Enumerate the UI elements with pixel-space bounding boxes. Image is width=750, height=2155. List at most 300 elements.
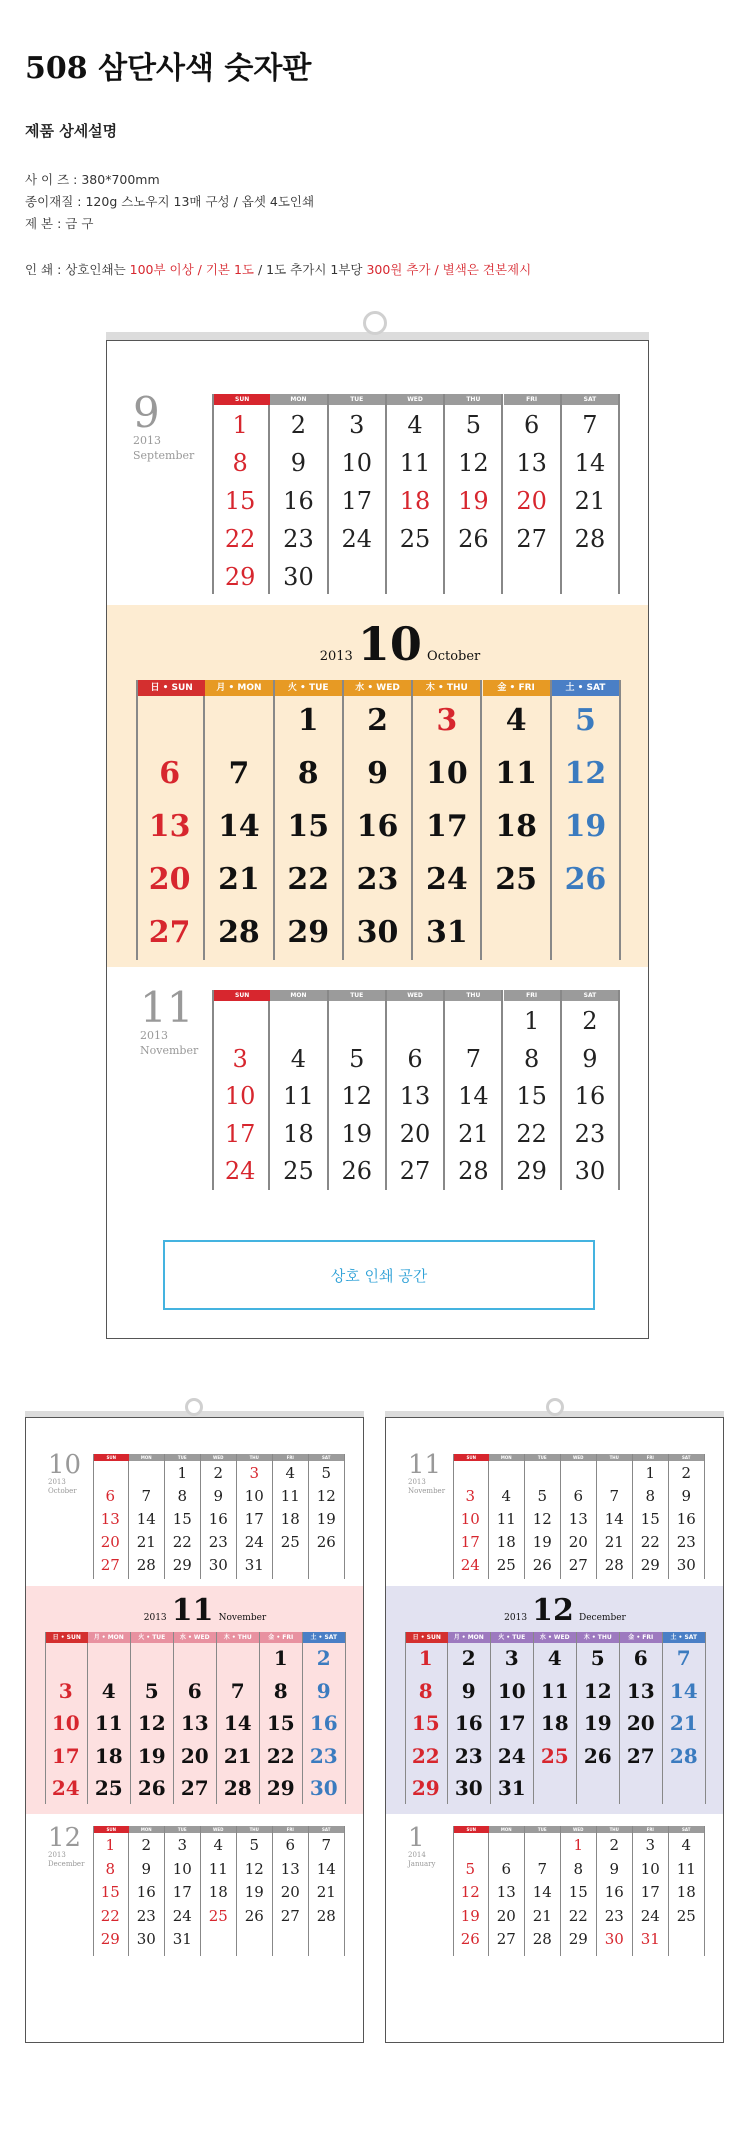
day-25: 25 — [208, 1906, 228, 1925]
weekday-header-tue: TUE — [329, 394, 385, 405]
day-25: 25 — [280, 1533, 300, 1551]
weekday-header-tue: 火 • TUE — [131, 1632, 173, 1643]
day-17: 17 — [640, 1883, 660, 1901]
day-28: 28 — [136, 1556, 156, 1574]
day-31: 31 — [497, 1776, 526, 1800]
day-19: 19 — [137, 1743, 166, 1768]
day-14: 14 — [604, 1510, 624, 1528]
day-29: 29 — [516, 1157, 547, 1185]
day-26: 26 — [564, 862, 607, 897]
weekday-header-mon: MON — [489, 1826, 524, 1833]
day-2: 2 — [681, 1464, 692, 1482]
day-9: 9 — [367, 756, 388, 791]
day-20: 20 — [496, 1906, 516, 1925]
day-27: 27 — [148, 915, 191, 950]
weekday-header-mon: MON — [270, 990, 326, 1001]
day-19: 19 — [564, 809, 607, 844]
day-19: 19 — [244, 1883, 264, 1901]
weekday-header-tue: TUE — [165, 1826, 200, 1833]
day-4: 4 — [213, 1836, 224, 1854]
day-13: 13 — [399, 1082, 431, 1110]
day-20: 20 — [516, 487, 547, 515]
day-7: 7 — [141, 1487, 152, 1505]
day-21: 21 — [532, 1906, 552, 1925]
day-10: 10 — [341, 449, 373, 477]
day-20: 20 — [280, 1883, 300, 1901]
day-30: 30 — [309, 1776, 338, 1800]
day-11: 11 — [676, 1859, 696, 1878]
day-17: 17 — [497, 1711, 526, 1735]
day-15: 15 — [640, 1510, 660, 1528]
day-29: 29 — [568, 1930, 588, 1948]
day-24: 24 — [640, 1906, 660, 1925]
weekday-header-thu: THU — [597, 1454, 632, 1461]
side-label-sep: 9 2013 September — [133, 388, 195, 462]
day-22: 22 — [224, 525, 256, 553]
day-23: 23 — [136, 1906, 156, 1925]
day-5: 5 — [249, 1836, 260, 1854]
day-8: 8 — [177, 1487, 188, 1505]
day-23: 23 — [676, 1533, 696, 1551]
day-22: 22 — [411, 1743, 440, 1768]
day-16: 16 — [309, 1711, 338, 1735]
weekday-header-fri: FRI — [273, 1454, 308, 1461]
weekday-header-mon: 月 • MON — [448, 1632, 490, 1643]
day-11: 11 — [496, 1510, 516, 1528]
day-17: 17 — [460, 1533, 480, 1551]
day-3: 3 — [504, 1646, 519, 1670]
day-9: 9 — [681, 1487, 692, 1505]
day-18: 18 — [399, 487, 431, 515]
day-23: 23 — [454, 1743, 483, 1768]
day-31: 31 — [172, 1930, 192, 1948]
day-29: 29 — [266, 1776, 295, 1800]
day-9: 9 — [290, 449, 307, 477]
day-25: 25 — [540, 1743, 569, 1768]
day-28: 28 — [604, 1556, 624, 1574]
day-8: 8 — [297, 756, 319, 791]
day-7: 7 — [582, 411, 598, 439]
weekday-header-wed: WED — [387, 394, 443, 405]
weekday-header-fri: FRI — [504, 394, 560, 405]
day-3: 3 — [436, 703, 458, 738]
day-24: 24 — [51, 1776, 80, 1800]
weekday-header-sat: SAT — [562, 990, 618, 1001]
day-14: 14 — [136, 1510, 156, 1528]
weekday-header-sat: SAT — [669, 1454, 704, 1461]
section-subtitle: 제품 상세설명 — [25, 122, 118, 140]
weekday-header-sun: 日 • SUN — [138, 680, 205, 696]
weekday-header-wed: WED — [561, 1826, 596, 1833]
day-29: 29 — [172, 1556, 192, 1574]
day-17: 17 — [341, 487, 373, 515]
day-6: 6 — [187, 1678, 202, 1703]
day-2: 2 — [582, 1007, 598, 1035]
hanger-ring — [363, 311, 387, 335]
side-label-nov-2: 11 2013 November — [408, 1450, 446, 1496]
day-12: 12 — [564, 756, 607, 791]
day-19: 19 — [532, 1533, 552, 1551]
weekday-header-wed: 水 • WED — [344, 680, 411, 696]
day-1: 1 — [524, 1007, 540, 1035]
day-29: 29 — [411, 1776, 440, 1800]
day-16: 16 — [283, 487, 314, 515]
day-29: 29 — [640, 1556, 660, 1574]
day-13: 13 — [280, 1859, 300, 1878]
weekday-header-wed: WED — [201, 1826, 236, 1833]
day-6: 6 — [573, 1487, 584, 1505]
day-22: 22 — [287, 862, 330, 897]
day-8: 8 — [232, 449, 248, 477]
day-14: 14 — [532, 1883, 552, 1901]
spec-size: 사 이 즈 : 380*700mm — [25, 172, 160, 187]
weekday-header-tue: 火 • TUE — [491, 1632, 533, 1643]
day-7: 7 — [537, 1859, 548, 1878]
weekday-header-sun: 日 • SUN — [406, 1632, 448, 1643]
weekday-header-sat: SAT — [309, 1454, 344, 1461]
weekday-header-sun: 日 • SUN — [46, 1632, 88, 1643]
side-label-oct: 10 2013 October — [48, 1450, 82, 1496]
day-25: 25 — [676, 1906, 696, 1925]
day-9: 9 — [213, 1487, 224, 1505]
day-4: 4 — [547, 1646, 562, 1670]
day-26: 26 — [583, 1743, 612, 1768]
main-month-title-nov: 2013 11 November — [143, 1593, 267, 1628]
day-30: 30 — [604, 1930, 624, 1948]
day-21: 21 — [669, 1711, 698, 1735]
day-12: 12 — [460, 1883, 480, 1901]
day-18: 18 — [495, 809, 538, 844]
weekday-header-thu: THU — [597, 1826, 632, 1833]
day-24: 24 — [224, 1157, 256, 1185]
day-20: 20 — [100, 1533, 120, 1551]
day-30: 30 — [676, 1556, 696, 1574]
day-7: 7 — [465, 1044, 481, 1073]
day-16: 16 — [136, 1883, 156, 1901]
day-17: 17 — [224, 1119, 256, 1148]
day-16: 16 — [454, 1711, 483, 1735]
weekday-header-wed: WED — [561, 1454, 596, 1461]
day-11: 11 — [280, 1487, 300, 1505]
weekday-header-fri: FRI — [504, 990, 560, 1001]
day-2: 2 — [213, 1464, 224, 1482]
day-1: 1 — [232, 411, 248, 439]
day-6: 6 — [159, 756, 181, 791]
day-5: 5 — [590, 1646, 605, 1670]
day-13: 13 — [516, 449, 547, 477]
day-2: 2 — [316, 1646, 331, 1670]
day-6: 6 — [501, 1859, 512, 1878]
day-26: 26 — [458, 525, 489, 553]
day-13: 13 — [148, 809, 191, 844]
day-9: 9 — [316, 1678, 331, 1703]
day-28: 28 — [218, 915, 260, 950]
day-12: 12 — [583, 1678, 612, 1703]
day-19: 19 — [583, 1711, 612, 1735]
day-15: 15 — [100, 1883, 120, 1901]
weekday-header-wed: 水 • WED — [174, 1632, 216, 1643]
day-30: 30 — [574, 1157, 606, 1185]
day-27: 27 — [100, 1556, 120, 1574]
day-24: 24 — [460, 1556, 480, 1574]
weekday-header-sun: SUN — [454, 1826, 489, 1833]
day-10: 10 — [172, 1859, 192, 1878]
day-4: 4 — [101, 1678, 116, 1703]
day-7: 7 — [676, 1646, 691, 1670]
day-28: 28 — [223, 1776, 252, 1800]
weekday-header-mon: MON — [489, 1454, 524, 1461]
day-20: 20 — [180, 1743, 209, 1768]
day-2: 2 — [290, 411, 307, 439]
day-31: 31 — [425, 915, 468, 950]
day-5: 5 — [349, 1044, 365, 1073]
weekday-header-tue: TUE — [329, 990, 385, 1001]
day-23: 23 — [208, 1533, 228, 1551]
day-9: 9 — [141, 1859, 152, 1878]
day-30: 30 — [356, 915, 399, 950]
day-27: 27 — [568, 1556, 588, 1574]
day-4: 4 — [285, 1464, 296, 1482]
day-6: 6 — [105, 1487, 116, 1505]
spec-paper: 종이재질 : 120g 스노우지 13매 구성 / 옵셋 4도인쇄 — [25, 194, 315, 209]
weekday-header-fri: 金 • FRI — [620, 1632, 662, 1643]
day-26: 26 — [532, 1556, 552, 1574]
day-21: 21 — [136, 1533, 156, 1551]
day-4: 4 — [501, 1487, 512, 1505]
day-22: 22 — [516, 1119, 547, 1148]
day-6: 6 — [633, 1646, 648, 1670]
day-26: 26 — [137, 1776, 166, 1800]
day-30: 30 — [454, 1776, 483, 1800]
day-3: 3 — [465, 1487, 476, 1505]
weekday-header-thu: THU — [237, 1826, 272, 1833]
day-9: 9 — [582, 1044, 598, 1073]
day-26: 26 — [341, 1157, 373, 1185]
weekday-header-thu: THU — [445, 990, 501, 1001]
weekday-header-tue: TUE — [525, 1454, 560, 1461]
day-16: 16 — [574, 1082, 606, 1110]
day-1: 1 — [297, 703, 319, 738]
weekday-header-mon: 月 • MON — [205, 680, 272, 696]
print-space-box: 상호 인쇄 공간 — [163, 1240, 595, 1310]
weekday-header-mon: MON — [270, 394, 326, 405]
day-10: 10 — [51, 1711, 80, 1735]
day-5: 5 — [321, 1464, 332, 1482]
day-21: 21 — [604, 1533, 624, 1551]
day-13: 13 — [568, 1510, 588, 1528]
day-10: 10 — [640, 1859, 660, 1878]
weekday-header-sun: SUN — [94, 1826, 129, 1833]
weekday-header-sat: 土 • SAT — [663, 1632, 705, 1643]
day-9: 9 — [461, 1678, 476, 1703]
day-8: 8 — [645, 1487, 656, 1505]
day-4: 4 — [290, 1044, 307, 1073]
day-22: 22 — [568, 1906, 588, 1925]
day-24: 24 — [244, 1533, 264, 1551]
day-13: 13 — [100, 1510, 120, 1528]
weekday-header-tue: 火 • TUE — [275, 680, 342, 696]
day-22: 22 — [172, 1533, 192, 1551]
day-8: 8 — [273, 1678, 288, 1703]
day-10: 10 — [497, 1678, 526, 1703]
day-5: 5 — [144, 1678, 159, 1703]
day-6: 6 — [407, 1044, 423, 1073]
day-21: 21 — [458, 1119, 489, 1148]
day-4: 4 — [407, 411, 423, 439]
weekday-header-sun: SUN — [214, 990, 270, 1001]
day-8: 8 — [524, 1044, 540, 1073]
day-18: 18 — [540, 1711, 569, 1735]
day-26: 26 — [316, 1533, 336, 1551]
calendar-3-top-month — [453, 1454, 705, 1579]
day-23: 23 — [283, 525, 314, 553]
day-21: 21 — [316, 1883, 336, 1901]
calendar-2-bottom-month — [93, 1826, 345, 1956]
day-15: 15 — [224, 487, 256, 515]
day-4: 4 — [681, 1836, 692, 1854]
day-23: 23 — [604, 1906, 624, 1925]
day-11: 11 — [495, 756, 538, 791]
day-13: 13 — [626, 1678, 655, 1703]
day-15: 15 — [411, 1711, 440, 1735]
weekday-header-sat: SAT — [669, 1826, 704, 1833]
day-9: 9 — [609, 1859, 620, 1878]
day-6: 6 — [524, 411, 540, 439]
day-25: 25 — [495, 862, 538, 897]
day-10: 10 — [425, 756, 468, 791]
day-13: 13 — [180, 1711, 209, 1735]
day-5: 5 — [465, 1859, 476, 1878]
day-2: 2 — [461, 1646, 476, 1670]
day-18: 18 — [280, 1510, 300, 1528]
day-29: 29 — [287, 915, 330, 950]
day-22: 22 — [640, 1533, 660, 1551]
day-14: 14 — [316, 1859, 336, 1878]
day-14: 14 — [218, 809, 260, 844]
day-24: 24 — [172, 1906, 192, 1925]
day-16: 16 — [676, 1510, 696, 1528]
day-12: 12 — [244, 1859, 264, 1878]
day-1: 1 — [177, 1464, 188, 1482]
day-12: 12 — [341, 1082, 373, 1110]
side-label-dec: 12 2013 December — [48, 1823, 85, 1869]
weekday-header-fri: 金 • FRI — [483, 680, 550, 696]
weekday-header-sat: SAT — [562, 394, 618, 405]
day-27: 27 — [399, 1157, 431, 1185]
day-12: 12 — [316, 1487, 336, 1505]
day-19: 19 — [316, 1510, 336, 1528]
weekday-header-sun: SUN — [94, 1454, 129, 1461]
calendar-2-top-month — [93, 1454, 345, 1579]
day-26: 26 — [244, 1906, 264, 1925]
day-14: 14 — [669, 1678, 698, 1703]
day-3: 3 — [645, 1836, 656, 1854]
weekday-header-sat: 土 • SAT — [303, 1632, 345, 1643]
day-25: 25 — [283, 1157, 314, 1185]
day-10: 10 — [460, 1510, 480, 1528]
day-1: 1 — [573, 1836, 584, 1854]
main-month-title-oct: 2013 10 October — [319, 617, 481, 671]
day-28: 28 — [669, 1743, 698, 1768]
day-30: 30 — [208, 1556, 228, 1574]
day-13: 13 — [496, 1883, 516, 1901]
weekday-header-thu: 木 • THU — [577, 1632, 619, 1643]
day-24: 24 — [341, 525, 373, 553]
day-18: 18 — [94, 1743, 123, 1768]
day-24: 24 — [497, 1743, 526, 1768]
day-11: 11 — [540, 1678, 569, 1703]
day-16: 16 — [356, 809, 399, 844]
day-23: 23 — [356, 862, 399, 897]
day-2: 2 — [367, 703, 388, 738]
spec-print-highlight-b: 300원 추가 / 별색은 견본제시 — [366, 262, 532, 277]
day-23: 23 — [309, 1743, 338, 1768]
day-28: 28 — [574, 525, 606, 553]
day-5: 5 — [575, 703, 596, 738]
calendar-1-top-month — [212, 394, 620, 594]
main-month-title-dec: 2013 12 December — [504, 1593, 626, 1628]
day-19: 19 — [460, 1906, 480, 1925]
day-7: 7 — [230, 1678, 245, 1703]
weekday-header-thu: THU — [445, 394, 501, 405]
day-17: 17 — [172, 1883, 192, 1901]
calendar-3-bottom-month — [453, 1826, 705, 1956]
weekday-header-fri: FRI — [273, 1826, 308, 1833]
day-30: 30 — [136, 1930, 156, 1948]
weekday-header-mon: 月 • MON — [88, 1632, 130, 1643]
day-1: 1 — [645, 1464, 656, 1482]
day-17: 17 — [425, 809, 468, 844]
day-8: 8 — [418, 1678, 433, 1703]
day-25: 25 — [94, 1776, 123, 1800]
day-7: 7 — [228, 756, 250, 791]
day-14: 14 — [574, 449, 606, 477]
day-16: 16 — [604, 1883, 624, 1901]
page-title: 508 삼단사색 숫자판 — [25, 51, 312, 86]
day-20: 20 — [626, 1711, 655, 1735]
day-7: 7 — [321, 1836, 332, 1854]
day-31: 31 — [244, 1556, 264, 1574]
day-1: 1 — [418, 1646, 433, 1670]
weekday-header-wed: WED — [387, 990, 443, 1001]
day-11: 11 — [399, 449, 431, 477]
day-24: 24 — [425, 862, 468, 897]
calendar-1-main-month — [136, 680, 621, 960]
day-18: 18 — [208, 1883, 228, 1901]
hanger-ring — [185, 1398, 203, 1416]
day-15: 15 — [287, 809, 330, 844]
day-27: 27 — [496, 1930, 516, 1948]
day-3: 3 — [177, 1836, 188, 1854]
weekday-header-wed: WED — [201, 1454, 236, 1461]
day-4: 4 — [505, 703, 527, 738]
day-21: 21 — [574, 487, 606, 515]
day-28: 28 — [532, 1930, 552, 1948]
spec-print-highlight-a: 100부 이상 / 기본 1도 — [129, 262, 255, 277]
spec-binding: 제 본 : 금 구 — [25, 216, 94, 231]
day-12: 12 — [532, 1510, 552, 1528]
day-14: 14 — [458, 1082, 489, 1110]
day-3: 3 — [58, 1678, 73, 1703]
weekday-header-thu: THU — [237, 1454, 272, 1461]
day-15: 15 — [568, 1883, 588, 1901]
weekday-header-mon: MON — [129, 1454, 164, 1461]
day-27: 27 — [280, 1906, 300, 1925]
day-15: 15 — [172, 1510, 192, 1528]
spec-print — [25, 260, 531, 278]
day-3: 3 — [249, 1464, 260, 1482]
day-11: 11 — [208, 1859, 228, 1878]
